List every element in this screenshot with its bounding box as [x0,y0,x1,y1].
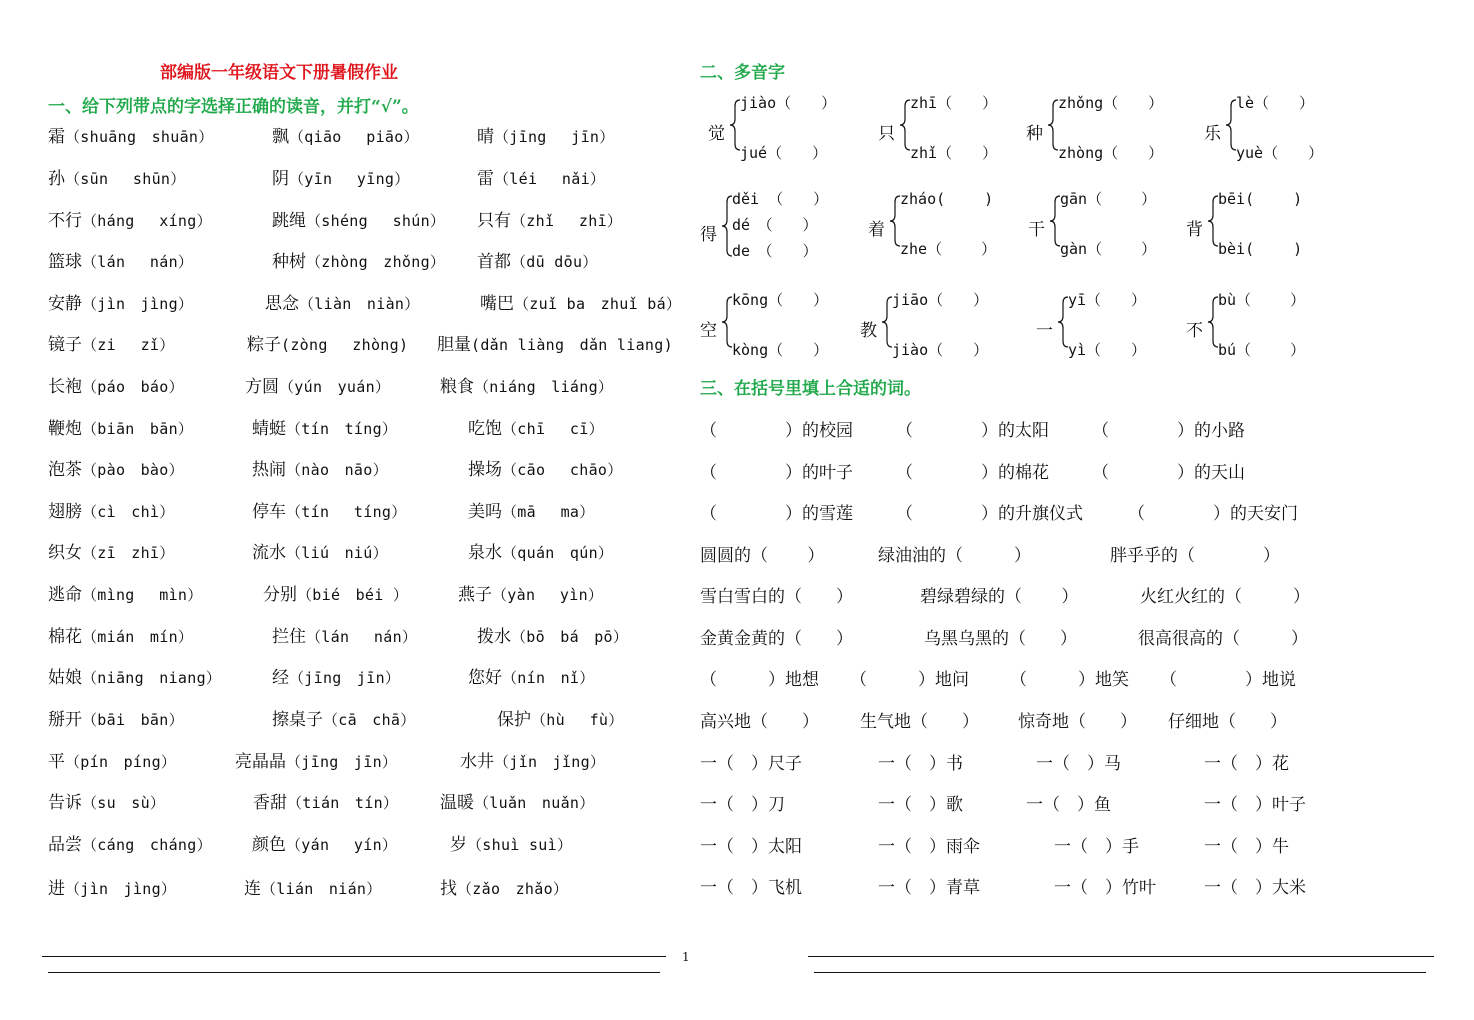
reading-item [265,289,420,314]
fill-in-blank[interactable]: 雪白雪白的（ ） [700,587,853,607]
reading-item [272,622,417,647]
reading-item [263,580,408,605]
word: 流水 [252,543,286,563]
pinyin-options: （cā chā） [323,711,416,729]
fill-in-blank[interactable]: （ ）地问 [850,670,969,690]
pinyin-options: （hù fù） [531,711,624,729]
reading-item [252,538,388,563]
reading-item [477,122,615,147]
word: 经 [272,668,289,688]
polyphone-reading: děi （ ） [732,190,829,208]
reading-item [477,164,605,189]
reading-item [477,247,598,272]
fill-in-blank[interactable]: （ ）的雪莲 [700,504,853,524]
reading-item [252,830,397,855]
fill-in-blank[interactable]: 一（ ）马 [1036,754,1121,774]
polyphone-reading: gàn（ ） [1060,240,1157,258]
polyphone-character: 得 [700,225,717,245]
reading-item [48,622,193,647]
footer-rule-left-top [42,956,666,957]
word: 岁 [450,835,467,855]
word: 篮球 [48,252,82,272]
word: 种树 [272,252,306,272]
word: 水井 [460,752,494,772]
reading-item [440,372,613,397]
polyphone-character: 空 [700,321,717,341]
reading-item [48,206,212,231]
fill-in-blank[interactable]: （ ）的升旗仪式 [896,504,1083,524]
reading-item [450,830,572,855]
word: 长袍 [48,377,82,397]
fill-in-blank[interactable]: 绿油油的（ ） [878,546,1031,566]
fill-in-blank[interactable]: 圆圆的（ ） [700,546,825,566]
polyphone-reading: de （ ） [732,242,818,260]
polyphone-reading: zháo( ) [900,190,994,208]
pinyin-options: （yàn yìn） [492,586,604,604]
reading-item [247,330,408,355]
word: 雷 [477,169,494,189]
reading-item [48,455,184,480]
section3-heading: 三、在括号里填上合适的词。 [700,379,921,399]
fill-in-blank[interactable]: 一（ ）叶子 [1204,795,1306,815]
polyphone-reading: kōng（ ） [732,291,829,309]
pinyin-options: （jìn jìng） [65,880,177,898]
pinyin-options: （liàn niàn） [299,295,420,313]
fill-in-blank[interactable]: （ ）的太阳 [896,421,1049,441]
reading-item [48,247,193,272]
polyphone-reading: yì（ ） [1068,341,1147,359]
pinyin-options: （shuāng shuān） [65,128,214,146]
reading-item [48,788,165,813]
polyphone-character: 只 [878,124,895,144]
pinyin-options: （lán nán） [306,628,418,646]
page-title: 部编版一年级语文下册暑假作业 [160,63,398,83]
fill-in-blank[interactable]: 一（ ）太阳 [700,837,802,857]
polyphone-reading: bù（ ） [1218,291,1306,309]
fill-in-blank[interactable]: 一（ ）飞机 [700,878,802,898]
pinyin-options: （jǐn jǐng） [494,753,606,771]
pinyin-options: （mián mín） [82,628,194,646]
word: 温暖 [440,793,474,813]
pinyin-options: （yīn yīng） [289,170,410,188]
pinyin-options: （léi nǎi） [494,170,606,188]
reading-item [48,164,186,189]
pinyin-options: （nín nǐ） [502,669,595,687]
pinyin-options: （cì chì） [82,503,175,521]
word: 粽子 [247,335,281,355]
pinyin-options: （lián nián） [261,880,382,898]
reading-item [48,289,193,314]
word: 平 [48,752,65,772]
pinyin-options: （shuì suì） [467,836,573,854]
polyphone-reading: jué（ ） [740,144,828,162]
pinyin-options: （tín tíng） [286,503,407,521]
word: 方圆 [245,377,279,397]
pinyin-options: （sūn shūn） [65,170,186,188]
reading-item [477,622,628,647]
footer-rule-right-top [808,956,1434,957]
polyphone-character: 着 [868,220,885,240]
fill-in-blank[interactable]: 一（ ）歌 [878,795,963,815]
word: 思念 [265,294,299,314]
word: 吃饱 [468,419,502,439]
word: 颜色 [252,835,286,855]
reading-item [252,497,407,522]
fill-in-blank[interactable]: 胖乎乎的（ ） [1110,546,1280,566]
pinyin-options: （mìng mìn） [82,586,203,604]
fill-in-blank[interactable]: 仔细地（ ） [1168,712,1287,732]
word: 蜻蜓 [252,419,286,439]
pinyin-options: （pín píng） [65,753,177,771]
fill-in-blank[interactable]: （ ）的校园 [700,421,853,441]
fill-in-blank[interactable]: 一（ ）鱼 [1026,795,1111,815]
word: 进 [48,879,65,899]
reading-item [235,747,397,772]
polyphone-reading: jiào（ ） [892,341,989,359]
reading-item [48,580,203,605]
polyphone-reading: jiāo（ ） [892,291,989,309]
polyphone-character: 背 [1186,220,1203,240]
word: 粮食 [440,377,474,397]
reading-item [48,747,176,772]
pinyin-options: （lán nán） [82,253,194,271]
reading-item [252,455,388,480]
footer-rule-right-bottom [814,972,1426,973]
section2-heading: 二、多音字 [700,63,785,83]
reading-item [458,580,603,605]
pinyin-options: （zǎo zhǎo） [457,880,569,898]
polyphone-character: 乐 [1204,124,1221,144]
reading-item [48,705,184,730]
fill-in-blank[interactable]: 一（ ）尺子 [700,754,802,774]
polyphone-character: 觉 [708,124,725,144]
pinyin-options: （zī zhī） [82,544,175,562]
word: 擦桌子 [272,710,323,730]
reading-item [440,788,595,813]
reading-item [272,122,419,147]
polyphone-character: 一 [1036,321,1053,341]
pinyin-options: （bié béi ） [297,586,409,604]
pinyin-options: （zi zǐ） [82,336,175,354]
reading-item [48,538,175,563]
pinyin-options: （tián tín） [287,794,399,812]
word: 拨水 [477,627,511,647]
word: 翅膀 [48,502,82,522]
word: 掰开 [48,710,82,730]
fill-in-blank[interactable]: 一（ ）刀 [700,795,785,815]
polyphone-reading: zhǒng（ ） [1058,94,1164,112]
fill-in-blank[interactable]: 一（ ）青草 [878,878,980,898]
page-number: 1 [682,950,690,964]
pinyin-options: （chī cī） [502,420,604,438]
fill-in-blank[interactable]: 金黄金黄的（ ） [700,629,853,649]
word: 停车 [252,502,286,522]
word: 跳绳 [272,211,306,231]
pinyin-options: （jīng jīn） [494,128,615,146]
word: 首都 [477,252,511,272]
word: 保护 [497,710,531,730]
word: 棉花 [48,627,82,647]
pinyin-options: （jìn jìng） [82,295,194,313]
pinyin-options: （su sù） [82,794,166,812]
polyphone-character: 种 [1026,124,1043,144]
word: 逃命 [48,585,82,605]
reading-item [272,164,410,189]
reading-item [245,372,390,397]
reading-item [48,372,184,397]
reading-item [468,663,595,688]
reading-item [468,538,613,563]
pinyin-options: （jīng jīn） [286,753,398,771]
polyphone-reading: bèi( ) [1218,240,1303,258]
reading-item [272,705,416,730]
word: 只有 [477,211,511,231]
polyphone-reading: zhǐ（ ） [910,144,998,162]
word: 告诉 [48,793,82,813]
word: 不行 [48,211,82,231]
word: 找 [440,879,457,899]
pinyin-options: （shéng shún） [306,212,446,230]
pinyin-options: （quán qún） [502,544,614,562]
word: 操场 [468,460,502,480]
reading-item [480,289,681,314]
fill-in-blank[interactable]: （ ）的叶子 [700,463,853,483]
reading-item [48,874,176,899]
word: 鞭炮 [48,419,82,439]
section1-heading: 一、给下列带点的字选择正确的读音，并打“√”。 [48,97,419,117]
fill-in-blank[interactable]: （ ）的天山 [1092,463,1245,483]
polyphone-reading: kòng（ ） [732,341,829,359]
footer-rule-left-bottom [48,972,660,973]
fill-in-blank[interactable]: 碧绿碧绿的（ ） [920,587,1079,607]
reading-item [48,122,214,147]
fill-in-blank[interactable]: （ ）的棉花 [896,463,1049,483]
fill-in-blank[interactable]: （ ）的小路 [1092,421,1245,441]
pinyin-options: (dǎn liàng dǎn liang) [471,336,673,354]
reading-item [48,330,175,355]
word: 霜 [48,127,65,147]
polyphone-reading: gān（ ） [1060,190,1157,208]
word: 晴 [477,127,494,147]
polyphone-reading: lè（ ） [1236,94,1315,112]
fill-in-blank[interactable]: 一（ ）竹叶 [1054,878,1156,898]
reading-item [48,830,212,855]
pinyin-options: （yún yuán） [279,378,391,396]
pinyin-options: （tín tíng） [286,420,398,438]
pinyin-options: （zuǐ ba zhuǐ bá） [514,295,682,313]
word: 拦住 [272,627,306,647]
fill-in-blank[interactable]: 一（ ）手 [1054,837,1139,857]
word: 您好 [468,668,502,688]
pinyin-options: （yán yín） [286,836,398,854]
word: 香甜 [253,793,287,813]
reading-item [252,414,397,439]
pinyin-options: （nào nāo） [286,461,388,479]
word: 安静 [48,294,82,314]
pinyin-options: （niáng liáng） [474,378,614,396]
pinyin-options: （háng xíng） [82,212,212,230]
word: 美吗 [468,502,502,522]
reading-item [437,330,673,355]
pinyin-options: （luǎn nuǎn） [474,794,595,812]
pinyin-options: （pào bào） [82,461,184,479]
polyphone-reading: zhī（ ） [910,94,998,112]
polyphone-reading: zhe（ ） [900,240,997,258]
word: 品尝 [48,835,82,855]
word: 镜子 [48,335,82,355]
pinyin-options: （zhǐ zhī） [511,212,623,230]
reading-item [272,247,445,272]
fill-in-blank[interactable]: 一（ ）大米 [1204,878,1306,898]
pinyin-options: （qiāo piāo） [289,128,419,146]
reading-item [440,874,568,899]
word: 织女 [48,543,82,563]
fill-in-blank[interactable]: （ ）地笑 [1010,670,1129,690]
word: 分别 [263,585,297,605]
fill-in-blank[interactable]: 一（ ）花 [1204,754,1289,774]
word: 连 [244,879,261,899]
pinyin-options: （biān bān） [82,420,194,438]
fill-in-blank[interactable]: （ ）的天安门 [1128,504,1298,524]
word: 燕子 [458,585,492,605]
fill-in-blank[interactable]: 火红火红的（ ） [1140,587,1310,607]
reading-item [253,788,398,813]
reading-item [48,497,175,522]
polyphone-reading: jiào（ ） [740,94,837,112]
polyphone-reading: bú（ ） [1218,341,1306,359]
pinyin-options: （zhòng zhǒng） [306,253,446,271]
word: 热闹 [252,460,286,480]
reading-item [497,705,624,730]
pinyin-options: （niāng niang） [82,669,222,687]
reading-item [468,455,623,480]
polyphone-reading: bēi( ) [1218,190,1303,208]
pinyin-options: （bāi bān） [82,711,184,729]
fill-in-blank[interactable]: 很高很高的（ ） [1138,629,1308,649]
polyphone-reading: dé （ ） [732,216,818,234]
reading-item [468,414,604,439]
polyphone-reading: zhòng（ ） [1058,144,1164,162]
polyphone-character: 不 [1186,321,1203,341]
fill-in-blank[interactable]: 乌黑乌黑的（ ） [924,629,1077,649]
word: 泡茶 [48,460,82,480]
fill-in-blank[interactable]: （ ）地说 [1160,670,1296,690]
fill-in-blank[interactable]: 一（ ）牛 [1204,837,1289,857]
word: 泉水 [468,543,502,563]
reading-item [48,414,193,439]
word: 孙 [48,169,65,189]
reading-item [244,874,382,899]
pinyin-options: （dū dōu） [511,253,598,271]
fill-in-blank[interactable]: 一（ ）书 [878,754,963,774]
polyphone-reading: yuè（ ） [1236,144,1324,162]
reading-item [272,206,445,231]
polyphone-character: 干 [1028,220,1045,240]
pinyin-options: （mā ma） [502,503,595,521]
polyphone-character: 教 [860,321,877,341]
word: 亮晶晶 [235,752,286,772]
fill-in-blank[interactable]: 一（ ）雨伞 [878,837,980,857]
pinyin-options: (zòng zhòng) [281,336,409,354]
fill-in-blank[interactable]: 惊奇地（ ） [1018,712,1137,732]
word: 胆量 [437,335,471,355]
pinyin-options: （liú niú） [286,544,388,562]
reading-item [460,747,605,772]
fill-in-blank[interactable]: 生气地（ ） [860,712,979,732]
pinyin-options: （jīng jīn） [289,669,401,687]
word: 姑娘 [48,668,82,688]
word: 阴 [272,169,289,189]
pinyin-options: （bō bá pō） [511,628,629,646]
pinyin-options: （cāo chāo） [502,461,623,479]
pinyin-options: （páo báo） [82,378,184,396]
pinyin-options: （cáng cháng） [82,836,212,854]
reading-item [48,663,221,688]
reading-item [477,206,622,231]
fill-in-blank[interactable]: 高兴地（ ） [700,712,819,732]
fill-in-blank[interactable]: （ ）地想 [700,670,819,690]
polyphone-reading: yī（ ） [1068,291,1147,309]
reading-item [468,497,595,522]
word: 飘 [272,127,289,147]
reading-item [272,663,400,688]
word: 嘴巴 [480,294,514,314]
